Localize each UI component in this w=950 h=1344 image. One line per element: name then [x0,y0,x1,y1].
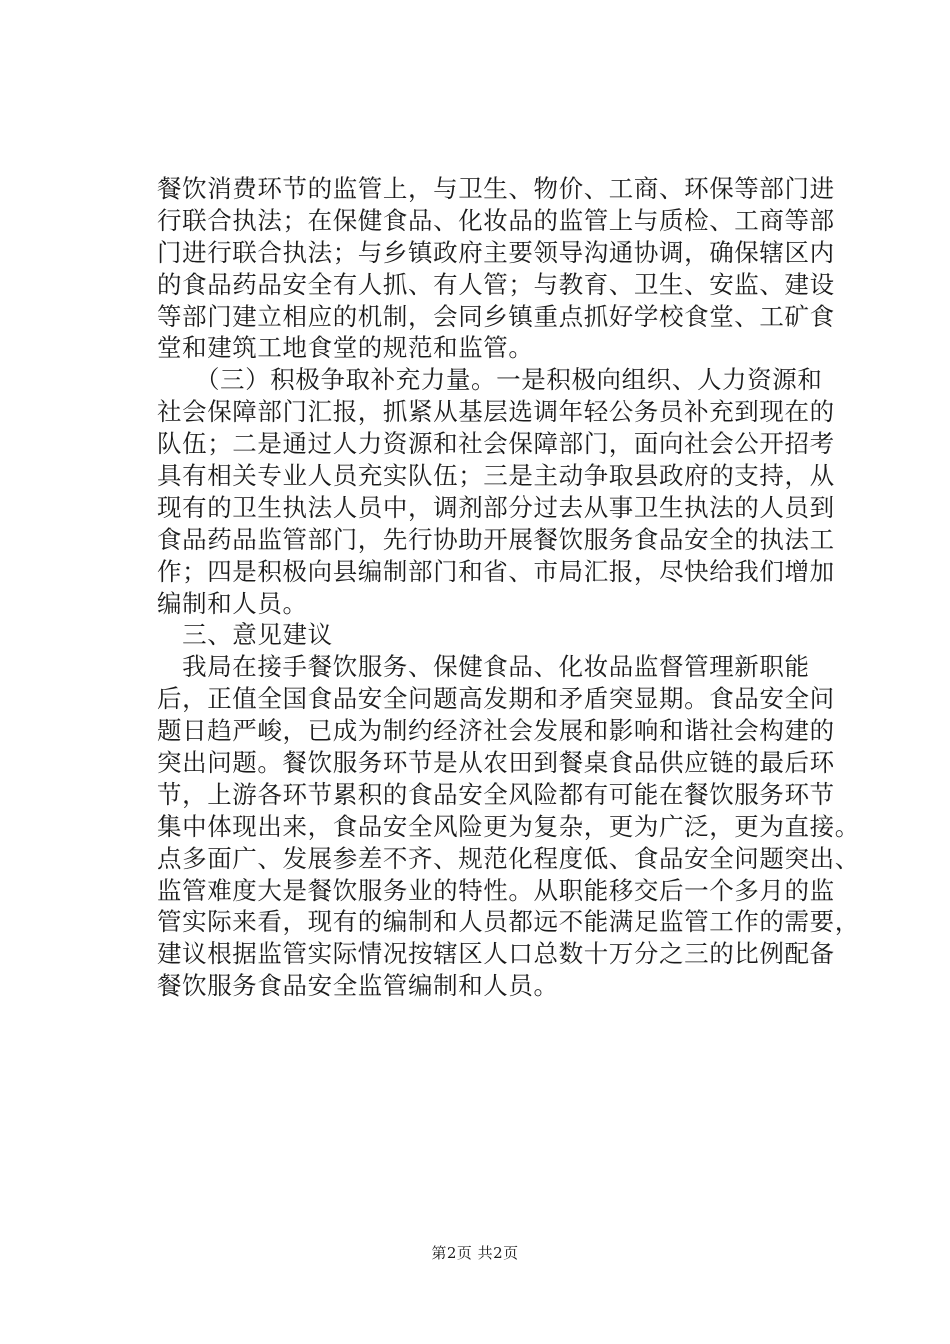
text-line: 监管难度大是餐饮服务业的特性。从职能移交后一个多月的监 [157,875,835,905]
section-heading: （三）积极争取补充力量。一是积极向组织、人力资源和 [157,365,823,395]
text-line: 集中体现出来，食品安全风险更为复杂，更为广泛，更为直接。 [157,811,860,841]
text-line: 作；四是积极向县编制部门和省、市局汇报，尽快给我们增加 [157,556,835,586]
text-line: 现有的卫生执法人员中，调剂部分过去从事卫生执法的人员到 [157,492,835,522]
text-line: 餐饮服务食品安全监管编制和人员。 [157,971,559,1001]
text-line: 队伍；二是通过人力资源和社会保障部门，面向社会公开招考 [157,429,835,459]
text-line: 行联合执法；在保健食品、化妆品的监管上与质检、工商等部 [157,205,835,235]
text-line: 餐饮消费环节的监管上，与卫生、物价、工商、环保等部门进 [157,174,835,203]
text-line: 节，上游各环节累积的食品安全风险都有可能在餐饮服务环节 [157,779,835,809]
text-line: 管实际来看，现有的编制和人员都远不能满足监管工作的需要， [157,907,860,937]
text-line: 食品药品监管部门，先行协助开展餐饮服务食品安全的执法工 [157,524,835,554]
text-line: 的食品药品安全有人抓、有人管；与教育、卫生、安监、建设 [157,269,835,299]
text-line: 题日趋严峻，已成为制约经济社会发展和影响和谐社会构建的 [157,716,835,746]
text-line: 具有相关专业人员充实队伍；三是主动争取县政府的支持，从 [157,461,835,491]
page-number-footer: 第2页 共2页 [431,1244,519,1262]
text-line: 等部门建立相应的机制，会同乡镇重点抓好学校食堂、工矿食 [157,301,835,331]
text-line: 门进行联合执法；与乡镇政府主要领导沟通协调，确保辖区内 [157,237,835,267]
text-line: 突出问题。餐饮服务环节是从农田到餐桌食品供应链的最后环 [157,748,835,778]
text-line: 编制和人员。 [157,588,308,618]
text-line: 建议根据监管实际情况按辖区人口总数十万分之三的比例配备 [157,939,835,969]
section-heading: 三、意见建议 [157,620,333,650]
text-line: 我局在接手餐饮服务、保健食品、化妆品监督管理新职能 [157,652,810,682]
text-line: 堂和建筑工地食堂的规范和监管。 [157,333,534,363]
text-line: 后，正值全国食品安全问题高发期和矛盾突显期。食品安全问 [157,684,835,714]
text-line: 社会保障部门汇报，抓紧从基层选调年轻公务员补充到现在的 [157,397,835,427]
document-body [157,173,860,1002]
text-line: 点多面广、发展参差不齐、规范化程度低、食品安全问题突出、 [157,843,860,873]
